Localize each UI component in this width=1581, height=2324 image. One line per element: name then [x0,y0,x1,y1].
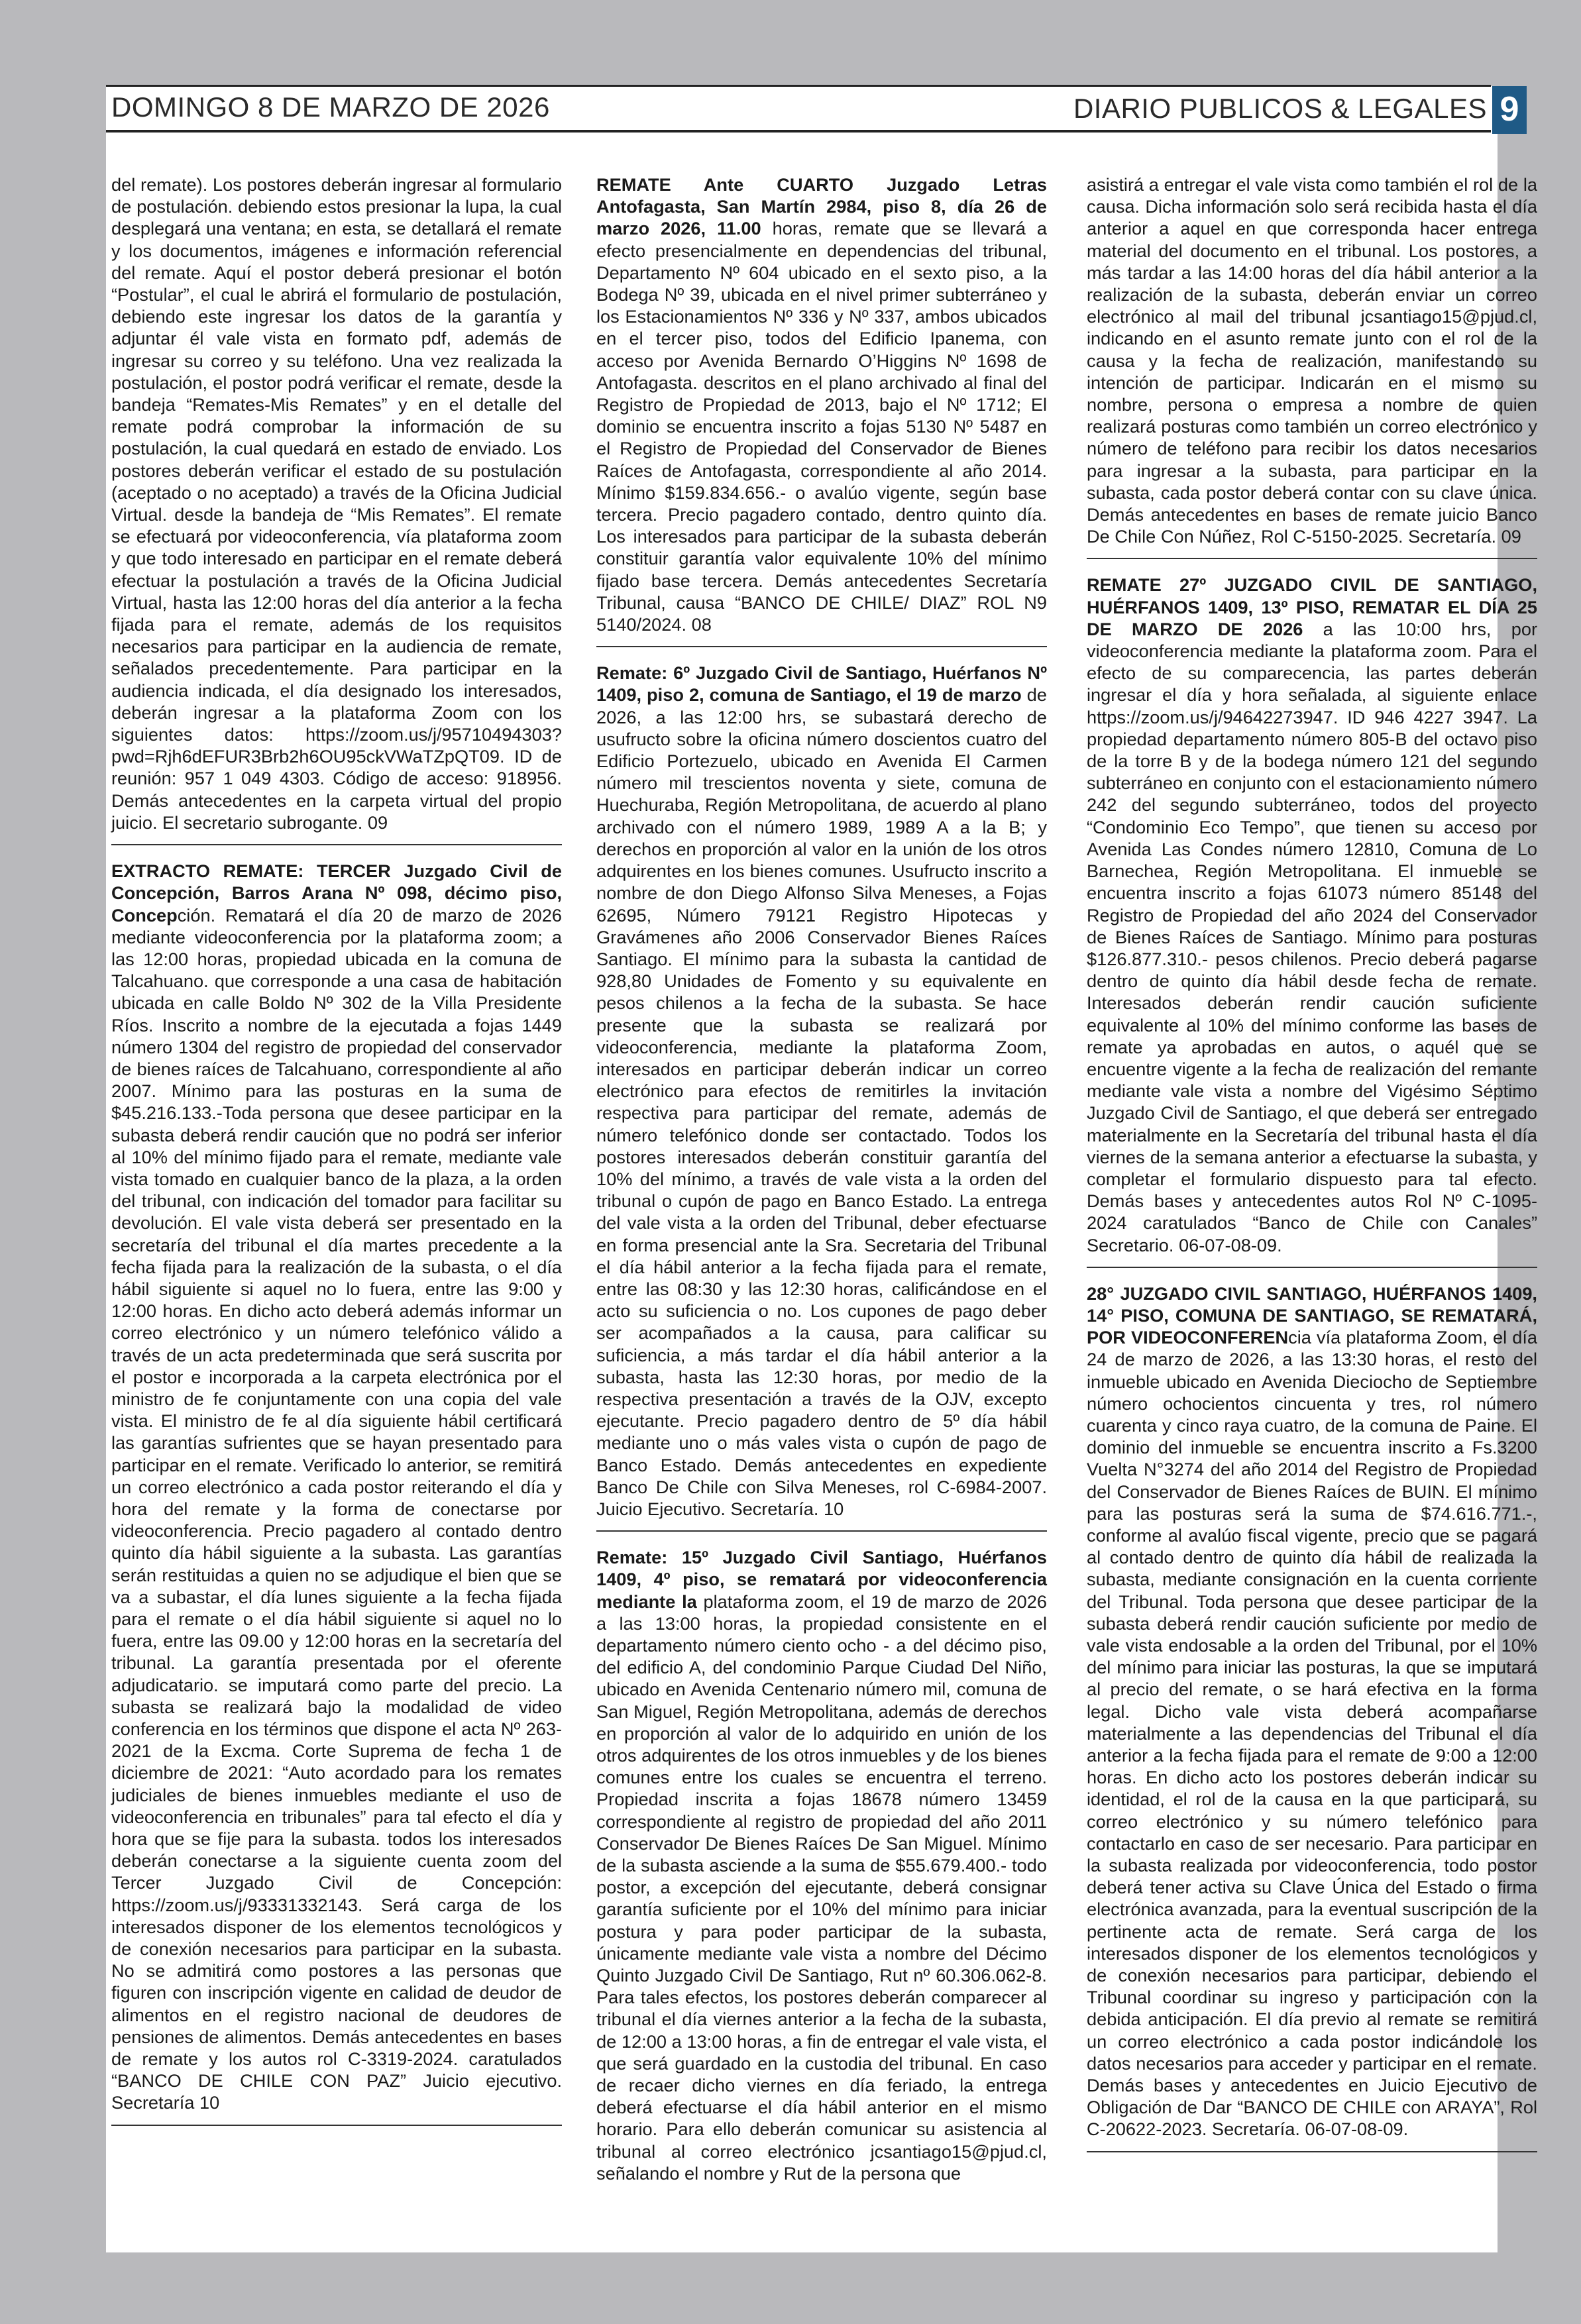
notice-6-juzgado [596,662,1047,1520]
notice-28-juzgado [1087,1283,1537,2140]
notice-separator [1087,2151,1537,2152]
header-top-rule [106,85,1491,87]
notice-separator [1087,1267,1537,1268]
column-2 [596,174,1047,2193]
notice-separator [596,1530,1047,1532]
notice-body: plataforma zoom, el 19 de marzo de 2026 a las 13:00 horas, la propiedad consistente en el departamento número ciento ocho - a del décimo piso, del edificio A, del condominio Parque Ciudad Del Niño, ubicado en Avenida Centenario número mil, comuna de San Miguel, Región Metropolitana, además de derechos en proporción al valor de lo adquirido en unión de los otros adquirentes de los otros inmuebles y de los bienes comunes entre los cuales se encuentra el terreno. Propiedad inscrita a fojas 18678 número 13459 correspondiente al registro de propiedad del año 2011 Conservador De Bienes Raíces De San Miguel. Mínimo de la subasta asciende a la suma de $55.679.400.- todo postor, a excepción del ejecutante, deberá consignar garantía suficiente por el 10% del mínimo para iniciar postura y para poder participar de la subasta, únicamente mediante vale vista a nombre del Décimo Quinto Juzgado Civil De Santiago, Rut nº 60.306.062-8. Para tales efectos, los postores deberán comparecer al tribunal el día viernes anterior a la fecha de la subasta, de 12:00 a 13:00 horas, a fin de entregar el vale vista, el que será guardado en la custodia del tribunal. En caso de recaer dicho viernes en día feriado, la entrega deberá efectuarse el día hábil anterior en el mismo horario. Para ello deberán comunicar su asistencia al tribunal al correo electrónico jcsantiago15@pjud.cl, señalando el nombre y Rut de la persona que [596,1591,1047,2184]
notice-heading: REMATE Ante CUARTO Juzgado Letras Antofagasta, San Martín 2984, piso 8, día 26 de marzo 2026, 11.00 [596,174,1047,239]
notice-separator [111,844,562,845]
notice-heading: EXTRACTO REMATE: TERCER Juzgado Civil de Concepción, Barros Arana Nº 098, décimo piso, Concep [111,861,562,925]
notice-15-juzgado-continued: asistirá a entregar el vale vista como también el rol de la causa. Dicha información solo será recibida hasta el día anterior a aquel en que corresponda hacer entrega material del documento en el tribunal. Los postores, a más tardar a las 14:00 horas del día hábil anterior a la realización de la subasta, deberán enviar un correo electrónico al mail del tribunal jcsantiago15@pjud.cl, indicando en el asunto remate junto con el rol de la causa y la fecha de realización, manifestando su intención de participar. Indicarán en el mismo su nombre, persona o empresa a nombre de quien realizará posturas como también un correo electrónico y número de teléfono para recibir los datos necesarios para ingresar a la subasta, para participar en la subasta, cada postor deberá contar con su clave única. Demás antecedentes en bases de remate juicio Banco De Chile Con Núñez, Rol C-5150-2025. Secretaría. 09 [1087,174,1537,547]
notice-body: cia vía plataforma Zoom, el día 24 de marzo de 2026, a las 13:30 horas, el resto del inmueble ubicado en Avenida Dieciocho de Septiembre número ochocientos cincuenta y tres, rol número cuarenta y cinco raya cuatro, de la comuna de Paine. El dominio del inmueble se encuentra inscrito a Fs.3200 Vuelta N°3274 del año 2014 del Registro de Propiedad del Conservador de Bienes Raíces de BUIN. El mínimo para las posturas será la suma de $74.616.771.-, conforme al avalúo fiscal vigente, precio que se pagará al contado dentro de quinto día hábil de realizada la subasta, mediante consignación en la cuenta corriente del Tribunal. Toda persona que desee participar de la subasta deberá rendir caución suficiente por medio de vale vista endosable a la orden del Tribunal, por el 10% del mínimo para iniciar las posturas, la que se imputará al precio del remate, o se hará efectiva en la forma legal. Dicho vale vista deberá acompañarse materialmente a las dependencias del Tribunal el día anterior a la fecha fijada para el remate de 9:00 a 12:00 horas. En dicho acto los postores deberán indicar su identidad, el rol de la causa en la que participará, su correo electrónico y su número telefónico para contactarlo en caso de ser necesario. Para participar en la subasta realizada por videoconferencia, todo postor deberá tener activa su Clave Única del Estado o firma electrónica avanzada, para la eventual suscripción de la pertinente acta de remate. Será carga de los interesados disponer de los elementos tecnológicos y de conexión necesarios para participar, debiendo el Tribunal coordinar su ingreso y participación con la debida anticipación. El día previo al remate se remitirá un correo electrónico a cada postor indicándole los datos necesarios para acceder y participar en el remate. Demás bases y antecedentes en Juicio Ejecutivo de Obligación de Dar “BANCO DE CHILE con ARAYA”, Rol C-20622-2023. Secretaría. 06-07-08-09. [1087,1327,1537,2140]
notice-heading: 28° JUZGADO CIVIL SANTIAGO, HUÉRFANOS 1409, 14° PISO, COMUNA DE SANTIAGO, SE REMATARÁ, POR VIDEOCONFEREN [1087,1283,1537,1348]
notice-separator [596,646,1047,647]
notice-27-juzgado [1087,574,1537,1255]
notice-continued: del remate). Los postores deberán ingresar al formulario de postulación. debiendo estos presionar la lupa, la cual desplegará una ventana; en esta, se detallará el remate y los documentos, imágenes e información referencial del remate. Aquí el postor deberá presionar el botón “Postular”, el cual le abrirá el formulario de postulación, debiendo este ingresar los datos de la garantía y adjuntar él vale vista en formato pdf, además de ingresar su correo y su teléfono. Una vez realizada la postulación, el postor podrá verificar el remate, desde la bandeja “Remates-Mis Remates” y en el detalle del remate podrá comprobar la información de su postulación, la cual quedará en estado de enviado. Los postores deberán verificar el estado de su postulación (aceptado o no aceptado) a través de la Oficina Judicial Virtual. desde la bandeja de “Mis Remates”. El remate se efectuará por videoconferencia, vía plataforma zoom y que todo interesado en participar en el remate deberá efectuar la postulación a través de la Oficina Judicial Virtual, hasta las 12:00 horas del día anterior a la fecha fijada para el remate, además de los requisitos necesarios para participar en la audiencia de remate, señalados precedentemente. Para participar en la audiencia indicada, el día designado los interesados, deberán ingresar a la plataforma Zoom con los siguientes datos: https://zoom.us/j/95710494303?pwd=Rjh6dEFUR3Brb2h6OU95ckVWaTZpQT09. ID de reunión: 957 1 049 4303. Código de acceso: 918956. Demás antecedentes en la carpeta virtual del propio juicio. El secretario subrogante. 09 [111,174,562,833]
notice-separator [1087,558,1537,559]
notice-body: horas, remate que se llevará a efecto presencialmente en dependencias del tribunal, Departamento Nº 604 ubicado en el sexto piso, a la Bodega Nº 39, ubicada en el nivel primer subterráneo y los Estacionamientos Nº 336 y Nº 337, ambos ubicados en el tercer piso, todos del Edificio Ipanema, con acceso por Avenida Bernardo O’Higgins Nº 1698 de Antofagasta. descritos en el plano archivado al final del Registro de Propiedad de 2013, bajo el Nº 1712; El dominio se encuentra inscrito a fojas 5130 Nº 5487 en el Registro de Propiedad del Conservador de Bienes Raíces de Antofagasta, correspondiente al año 2014. Mínimo $159.834.656.- o avalúo vigente, según base tercera. Precio pagadero contado, dentro quinto día. Los interesados para participar de la subasta deberán constituir garantía valor equivalente 10% del mínimo fijado base tercera. Demás antecedentes Secretaría Tribunal, causa “BANCO DE CHILE/ DIAZ” ROL N9 5140/2024. 08 [596,218,1047,635]
notice-separator [111,2125,562,2126]
header-bottom-rule [106,130,1491,132]
column-1 [111,174,562,2140]
notice-heading: Remate: 15º Juzgado Civil Santiago, Huérfanos 1409, 4º piso, se rematará por videoconferencia mediante la [596,1547,1047,1612]
header-date: DOMINGO 8 DE MARZO DE 2026 [111,91,550,123]
notice-heading: Remate: 6º Juzgado Civil de Santiago, Huérfanos Nº 1409, piso 2, comuna de Santiago, el 19 de marzo [596,662,1047,706]
notice-heading: REMATE 27º JUZGADO CIVIL DE SANTIAGO, HUÉRFANOS 1409, 13º PISO, REMATAR EL DÍA 25 DE MARZO DE 2026 [1087,574,1537,639]
notice-body: de 2026, a las 12:00 hrs, se subastará derecho de usufructo sobre la oficina número doscientos cuatro del Edificio Portezuelo, ubicado en Avenida El Carmen número mil trescientos noventa y siete, comuna de Huechuraba, Región Metropolitana, de acuerdo al plano archivado con el número 1989, 1989 A a la B; y derechos en proporción al valor en la unión de los otros adquirentes en los bienes comunes. Usufructo inscrito a nombre de don Diego Alfonso Silva Meneses, a Fojas 62695, Número 79121 Registro Hipotecas y Gravámenes año 2006 Conservador Bienes Raíces Santiago. El mínimo para la subasta la cantidad de 928,80 Unidades de Fomento y su equivalente en pesos chilenos a la fecha de la subasta. Se hace presente que la subasta se realizará por videoconferencia, mediante la plataforma Zoom, interesados en participar deberán indicar un correo electrónico para efectos de remitirles la invitación respectiva para participar del remate, además de número telefónico donde ser contactado. Todos los postores interesados deberán constituir garantía del 10% del mínimo, a través de vale vista a la orden del tribunal o cupón de pago en Banco Estado. La entrega del vale vista a la orden del Tribunal, deber efectuarse en forma presencial ante la Sra. Secretaria del Tribunal el día hábil anterior a la fecha fijada para el remate, entre las 08:30 y las 12:30 horas, calificándose en el acto su suficiencia o no. Los cupones de pago deber ser acompañados a la causa, para calificar su suficiencia, a más tardar el día hábil anterior a la subasta, hasta las 12:30 horas, por medio de la respectiva presentación a través de la OJV, excepto ejecutante. Precio pagadero dentro de 5º día hábil mediante uno o más vales vista o cupón de pago de Banco Estado. Demás antecedentes en expediente Banco De Chile con Silva Meneses, rol C-6984-2007. Juicio Ejecutivo. Secretaría. 10 [596,684,1048,1519]
column-3 [1087,174,1537,2167]
page-number: 9 [1492,86,1527,134]
notice-antofagasta [596,174,1047,635]
notice-body: ción. Rematará el día 20 de marzo de 2026 mediante videoconferencia por la plataforma zoom; a las 12:00 horas, propiedad ubicada en la comuna de Talcahuano. que corresponde a una casa de habitación ubicada en calle Boldo Nº 302 de la Villa Presidente Ríos. Inscrito a nombre de la ejecutada a fojas 1449 número 1304 del registro de propiedad del conservador de bienes raíces de Talcahuano, correspondiente al año 2007. Mínimo para las posturas en la suma de $45.216.133.-Toda persona que desee participar en la subasta deberá rendir caución que no podrá ser inferior al 10% del mínimo fijado para el remate, mediante vale vista tomado en cualquier banco de la plaza, a la orden del tribunal, con indicación del tomador para facilitar su devolución. El vale vista deberá ser presentado en la secretaría del tribunal el día martes precedente a la fecha fijada para la realización de la subasta, o el día hábil siguiente si aquel no lo fuera, entre las 9:00 y 12:00 horas. En dicho acto deberá además informar un correo electrónico y un número telefónico válido a través de un acta predeterminada que será suscrita por el postor e incorporada a la carpeta electrónica por el ministro de fe conjuntamente con una copia del vale vista. El ministro de fe al día siguiente hábil certificará las garantías sufrientes que se hayan presentado para participar en el remate. Verificado lo anterior, se remitirá un correo electrónico a cada postor reiterando el día y hora del remate y la forma de conectarse por videoconferencia. Precio pagadero al contado dentro quinto día hábil siguiente a la subasta. Las garantías serán restituidas a quien no se adjudique el bien que se va a subastar, el día lunes siguiente a la fecha fijada para el remate o el día hábil siguiente si aquel no lo fuera, entre las 09.00 y 12:00 horas en la secretaría del tribunal. La garantía presentada por el oferente adjudicatario. se imputará como parte del precio. La subasta se realizará bajo la modalidad de video conferencia en los términos que dispone el acta Nº 263-2021 de la Excma. Corte Suprema de fecha 1 de diciembre de 2021: “Auto acordado para los remates judiciales de bienes inmuebles mediante el uso de videoconferencia en tribunales” para tal efecto el día y hora que se fije para la subasta. todos los interesados deberán conectarse a la siguiente cuenta zoom del Tercer Juzgado Civil de Concepción: https://zoom.us/j/93331332143. Será carga de los interesados disponer de los elementos tecnológicos y de conexión necesarios para participar en la subasta. No se admitirá como postores a las personas que figuren con inscripción vigente en calidad de deudor de alimentos en el registro nacional de deudores de pensiones de alimentos. Demás antecedentes en bases de remate y los autos rol C-3319-2024. caratulados “BANCO DE CHILE CON PAZ” Juicio ejecutivo. Secretaría 10 [111,904,562,2113]
notice-concepcion [111,860,562,2114]
header-paper-name: DIARIO PUBLICOS & LEGALES [1073,93,1487,124]
notice-body: a las 10:00 hrs, por videoconferencia mediante la plataforma zoom. Para el efecto de su comparecencia, las partes deberán ingresar el día y hora señalada, al siguiente enlace https://zoom.us/j/94642273947. ID 946 4227 3947. La propiedad departamento número 805-B del octavo piso de la torre B y de la bodega número 121 del segundo subterráneo en conjunto con el estacionamiento número 242 del segundo subterráneo, todos del proyecto “Condominio Eco Tempo”, que tienen su acceso por Avenida Las Condes número 12810, Comuna de Lo Barnechea, Región Metropolitana. El inmueble se encuentra inscrito a fojas 61073 número 85148 del Registro de Propiedad del año 2024 del Conservador de Bienes Raíces de Santiago. Mínimo para posturas $126.877.310.- pesos chilenos. Precio deberá pagarse dentro de quinto día hábil desde fecha de remate. Interesados deberán rendir caución suficiente equivalente al 10% del mínimo conforme las bases de remate ya aprobadas en autos, o aquél que se encuentre vigente a la fecha de realización del remante mediante vale vista a nombre del Vigésimo Séptimo Juzgado Civil de Santiago, el que deberá ser entregado materialmente en la Secretaría del tribunal hasta el día viernes de la semana anterior a efectuarse la subasta, y completar el formulario dispuesto para tal efecto. Demás bases y antecedentes autos Rol Nº C-1095-2024 caratulados “Banco de Chile con Canales” Secretario. 06-07-08-09. [1087,618,1537,1255]
notice-15-juzgado [596,1546,1047,2184]
